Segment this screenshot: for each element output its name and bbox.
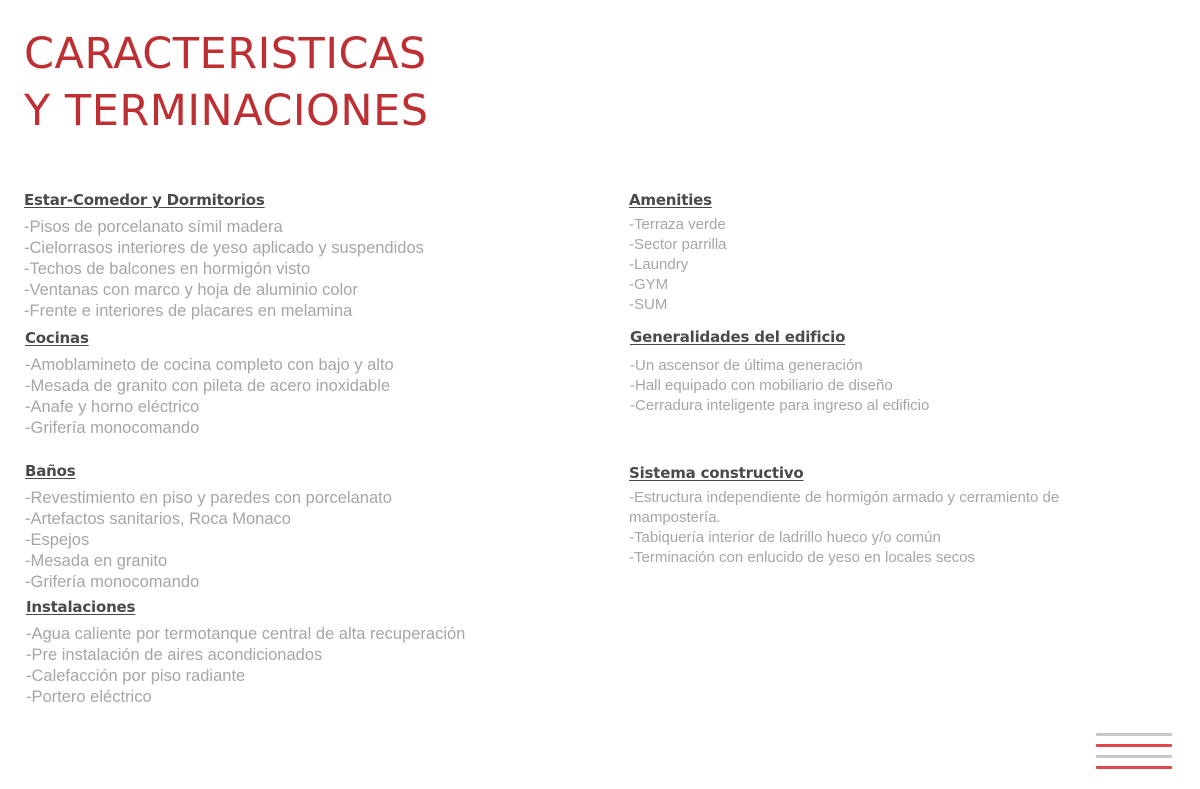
- list-item: -Calefacción por piso radiante: [26, 667, 246, 685]
- list-item: -Espejos: [25, 531, 90, 549]
- page-title: [24, 26, 429, 140]
- list-item: -Grifería monocomando: [25, 419, 200, 437]
- feature-list: [630, 356, 929, 416]
- page-title-line-1: CARACTERISTICAS: [24, 29, 427, 79]
- feature-list: [25, 355, 394, 439]
- section-heading: Amenities: [629, 191, 712, 209]
- list-item: -Mesada de granito con pileta de acero inoxidable: [25, 377, 391, 395]
- list-item: -Techos de balcones en hormigón visto: [24, 260, 311, 278]
- feature-list: [26, 624, 465, 708]
- list-item: -Portero eléctrico: [26, 688, 152, 706]
- page-title-line-2: Y TERMINACIONES: [24, 86, 429, 136]
- list-item: -Sector parrilla: [629, 236, 727, 253]
- list-item: -Mesada en granito: [25, 552, 168, 570]
- list-item: -Tabiquería interior de ladrillo hueco y/o común: [629, 529, 941, 546]
- list-item: -Estructura independiente de hormigón armado y cerramiento de mampostería.: [629, 489, 1060, 526]
- list-item: -Amoblamineto de cocina completo con bajo y alto: [25, 356, 394, 374]
- stripe-lines-icon: [1096, 733, 1172, 777]
- list-item: -Revestimiento en piso y paredes con porcelanato: [25, 489, 392, 507]
- list-item: -Hall equipado con mobiliario de diseño: [630, 377, 893, 394]
- list-item: -Pre instalación de aires acondicionados: [26, 646, 323, 664]
- feature-list: [629, 215, 727, 315]
- section-heading: Baños: [25, 462, 76, 480]
- list-item: -Grifería monocomando: [25, 573, 200, 591]
- list-item: -Ventanas con marco y hoja de aluminio color: [24, 281, 358, 299]
- stripe-red: [1096, 744, 1172, 747]
- section-amenities: [629, 191, 727, 315]
- feature-list: [25, 488, 392, 593]
- list-item: -Artefactos sanitarios, Roca Monaco: [25, 510, 291, 528]
- list-item: -Cielorrasos interiores de yeso aplicado y suspendidos: [24, 239, 424, 257]
- list-item: -GYM: [629, 276, 669, 293]
- section-heading: Estar-Comedor y Dormitorios: [24, 191, 265, 209]
- list-item: -Terraza verde: [629, 216, 726, 233]
- stripe-gray: [1096, 733, 1172, 736]
- section-heading: Cocinas: [25, 329, 89, 347]
- section-cocinas: [25, 329, 394, 439]
- feature-list: [629, 488, 1084, 568]
- list-item: -Frente e interiores de placares en melamina: [24, 302, 353, 320]
- list-item: -Cerradura inteligente para ingreso al edificio: [630, 397, 930, 414]
- section-heading: Instalaciones: [26, 598, 136, 616]
- list-item: -SUM: [629, 296, 668, 313]
- stripe-red: [1096, 766, 1172, 769]
- list-item: -Laundry: [629, 256, 689, 273]
- list-item: -Agua caliente por termotanque central de alta recuperación: [26, 625, 466, 643]
- list-item: -Pisos de porcelanato símil madera: [24, 218, 283, 236]
- list-item: -Anafe y horno eléctrico: [25, 398, 200, 416]
- section-heading: Generalidades del edificio: [630, 328, 846, 346]
- section-instalaciones: [26, 598, 465, 708]
- list-item: -Terminación con enlucido de yeso en locales secos: [629, 549, 976, 566]
- section-estar-comedor: [24, 191, 424, 322]
- list-item: -Un ascensor de última generación: [630, 357, 863, 374]
- stripe-gray: [1096, 755, 1172, 758]
- section-generalidades: [630, 328, 929, 416]
- section-sistema-constructivo: [629, 464, 1084, 568]
- feature-list: [24, 217, 424, 322]
- section-heading: Sistema constructivo: [629, 464, 804, 482]
- section-banos: [25, 462, 392, 593]
